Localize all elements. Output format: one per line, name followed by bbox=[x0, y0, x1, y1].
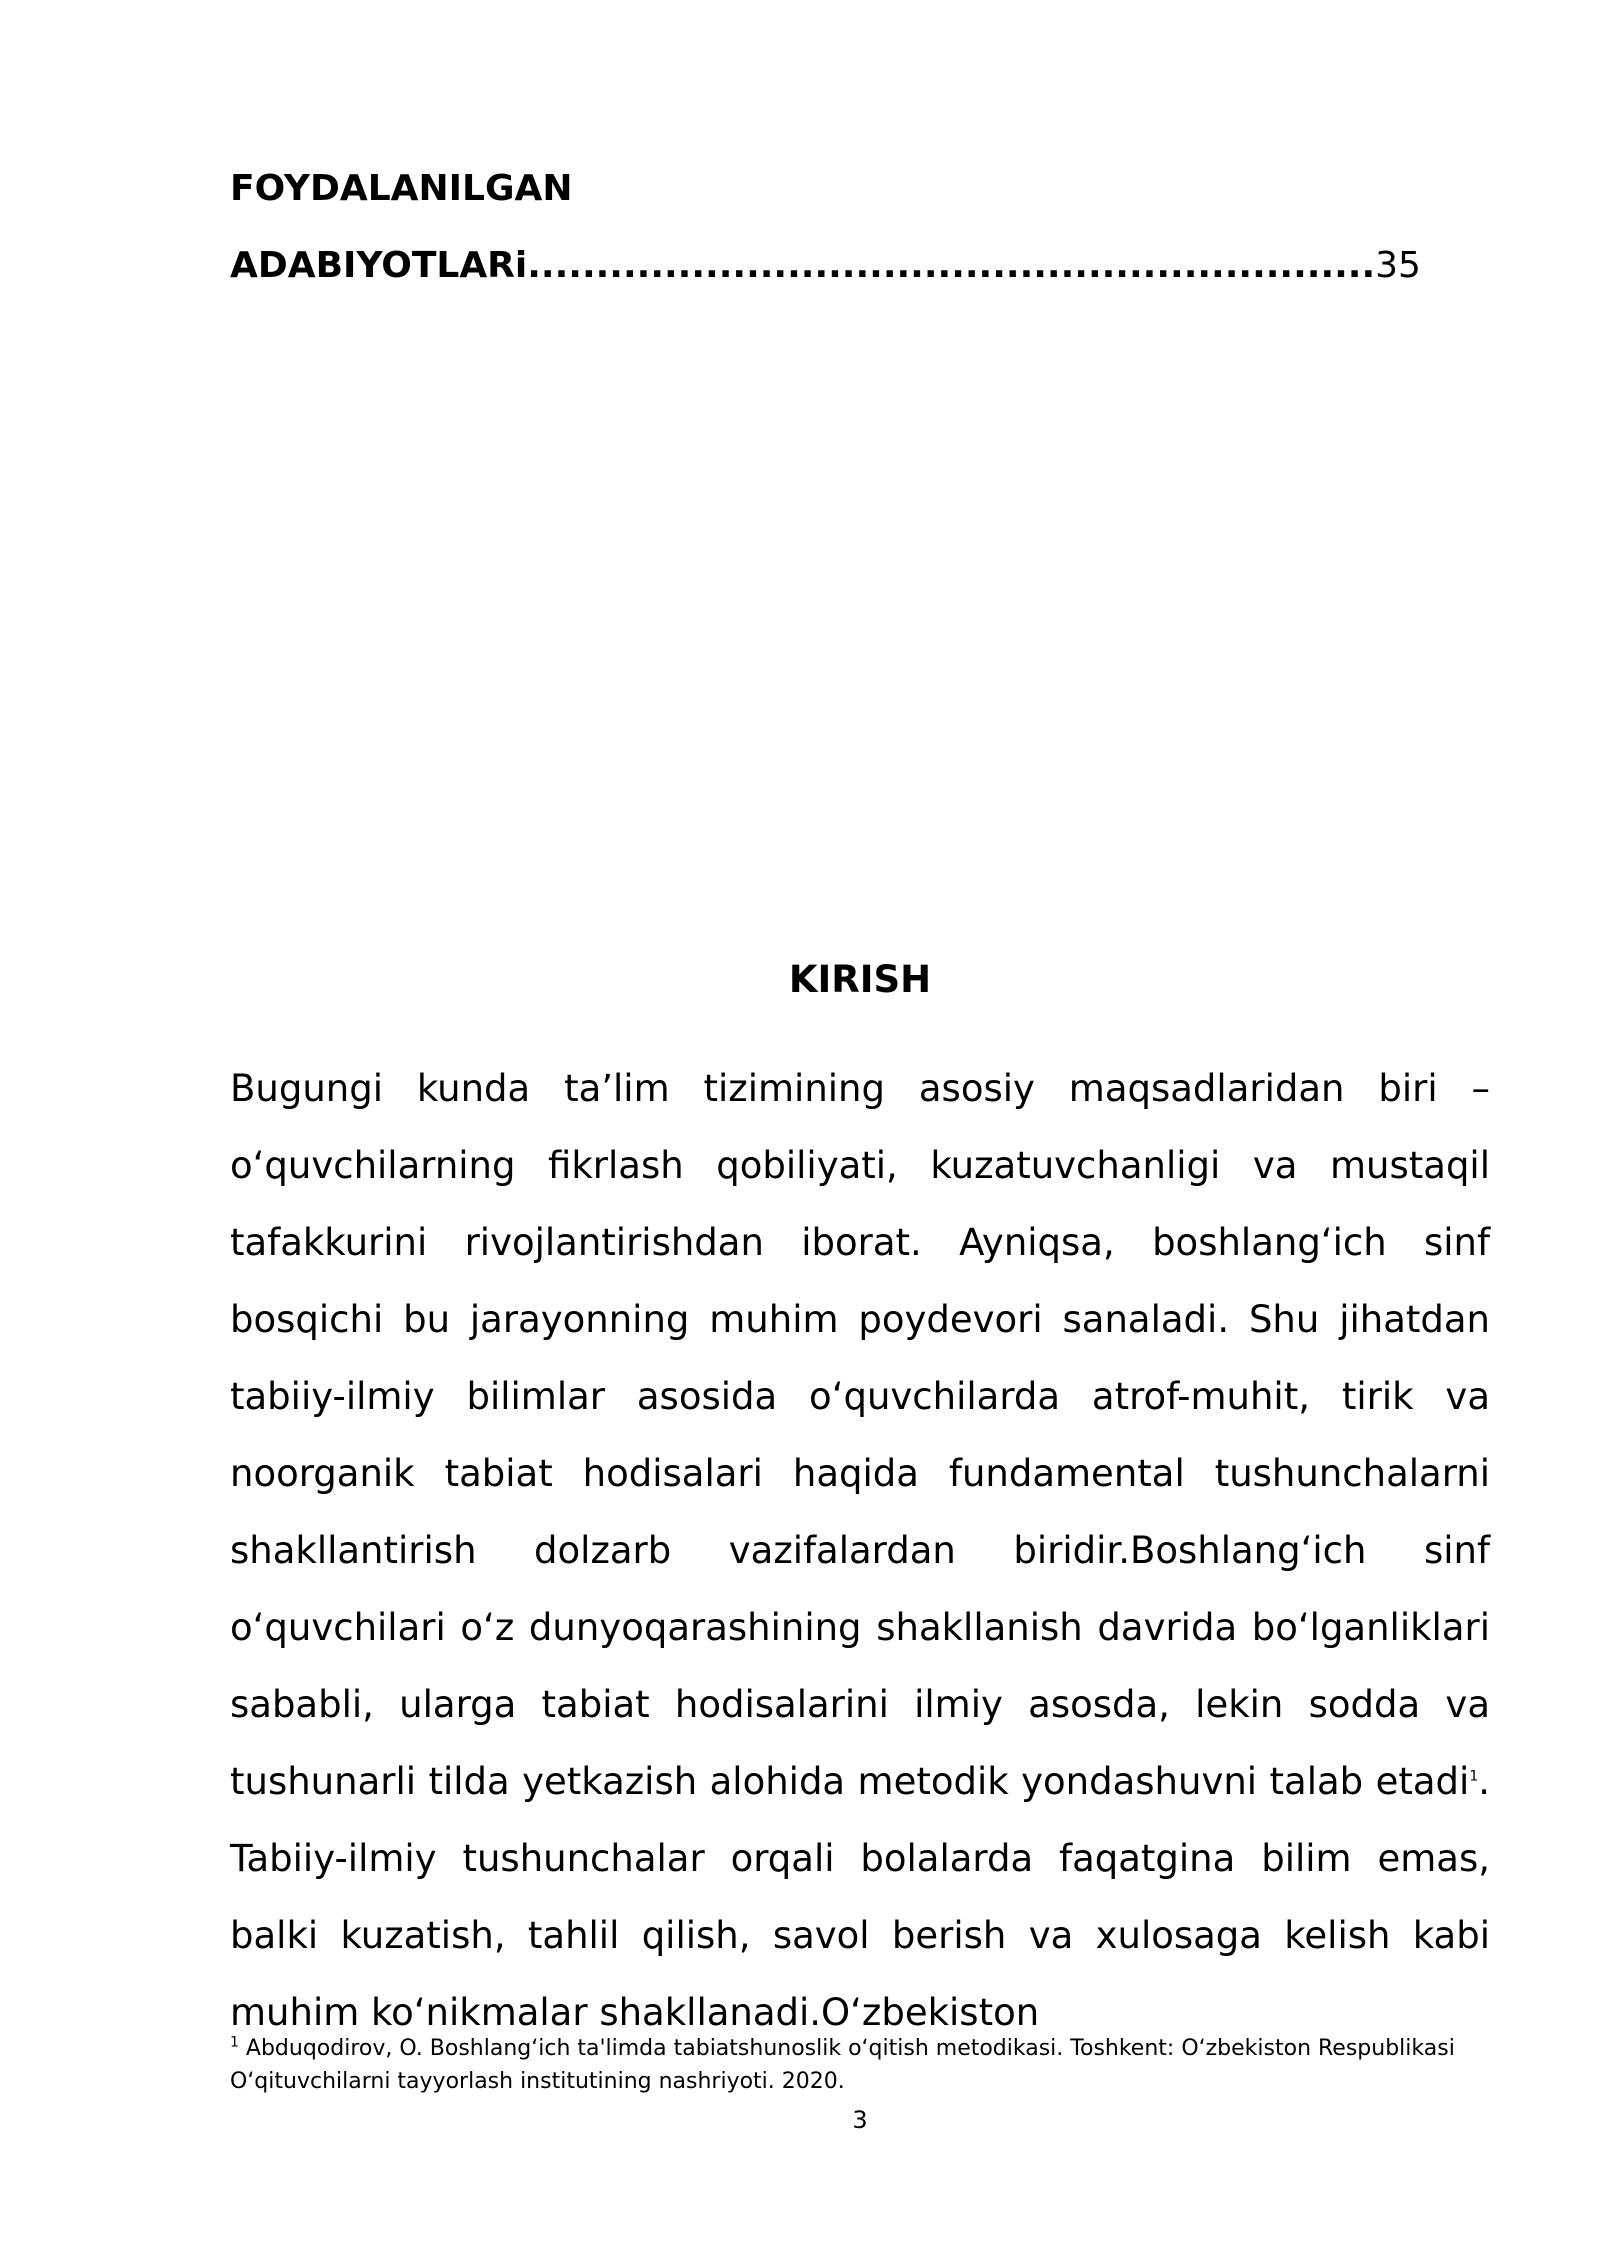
body-text-part1: Bugungi kunda ta’lim tizimining asosiy maqsadlaridan biri – o‘quvchilarning fikrlash qobiliyati, kuzatuvchanligi va mustaqil tafakkurini rivojlantirishdan iborat. Ayniqsa, boshlang‘ich sinf bosqichi bu jarayonning muhim poydevori sanaladi. Shu jihatdan tabiiy-ilmiy bilimlar asosida o‘quvchilarda atrof-muhit, tirik va noorganik tabiat hodisalari haqida fundamental tushunchalarni shakllantirish dolzarb vazifalardan biridir.Boshlang‘ich sinf o‘quvchilari o‘z dunyoqarashining shakllanish davrida bo‘lganliklari sababli, ularga tabiat hodisalarini ilmiy asosda, lekin sodda va tushunarli tilda yetkazish alohida metodik yondashuvni talab etadi bbox=[230, 1067, 1490, 1803]
footnote bbox=[230, 2032, 1490, 2098]
page-number: 3 bbox=[852, 2106, 868, 2134]
footnote-text: Abduqodirov, O. Boshlang‘ich ta'limda tabiatshunoslik o‘qitish metodikasi. Toshkent: O‘zbekiston Respublikasi O‘qituvchilarni tayyorlash institutining nashriyoti. 2020. bbox=[230, 2036, 1455, 2094]
toc-entry-title: ADABIYOTLARi bbox=[230, 245, 528, 286]
table-of-contents-entry bbox=[230, 150, 1421, 304]
toc-entry-title-line1: FOYDALANILGAN bbox=[230, 168, 573, 209]
toc-entry-title-line2 bbox=[230, 227, 1421, 304]
body-paragraph bbox=[230, 1050, 1490, 2051]
body-text-part2: . Tabiiy-ilmiy tushunchalar orqali bolalarda faqatgina bilim emas, balki kuzatish, tahlil qilish, savol berish va xulosaga kelish kabi muhim ko‘nikmalar shakllanadi.O‘zbekiston bbox=[230, 1760, 1490, 2034]
section-heading: KIRISH bbox=[788, 958, 932, 1001]
footnote-reference: 1 bbox=[1469, 1768, 1479, 1785]
toc-page-number: 35 bbox=[1375, 245, 1421, 286]
footnote-mark: 1 bbox=[230, 2034, 239, 2051]
toc-leader-dots: .............................................................. bbox=[527, 245, 1376, 286]
